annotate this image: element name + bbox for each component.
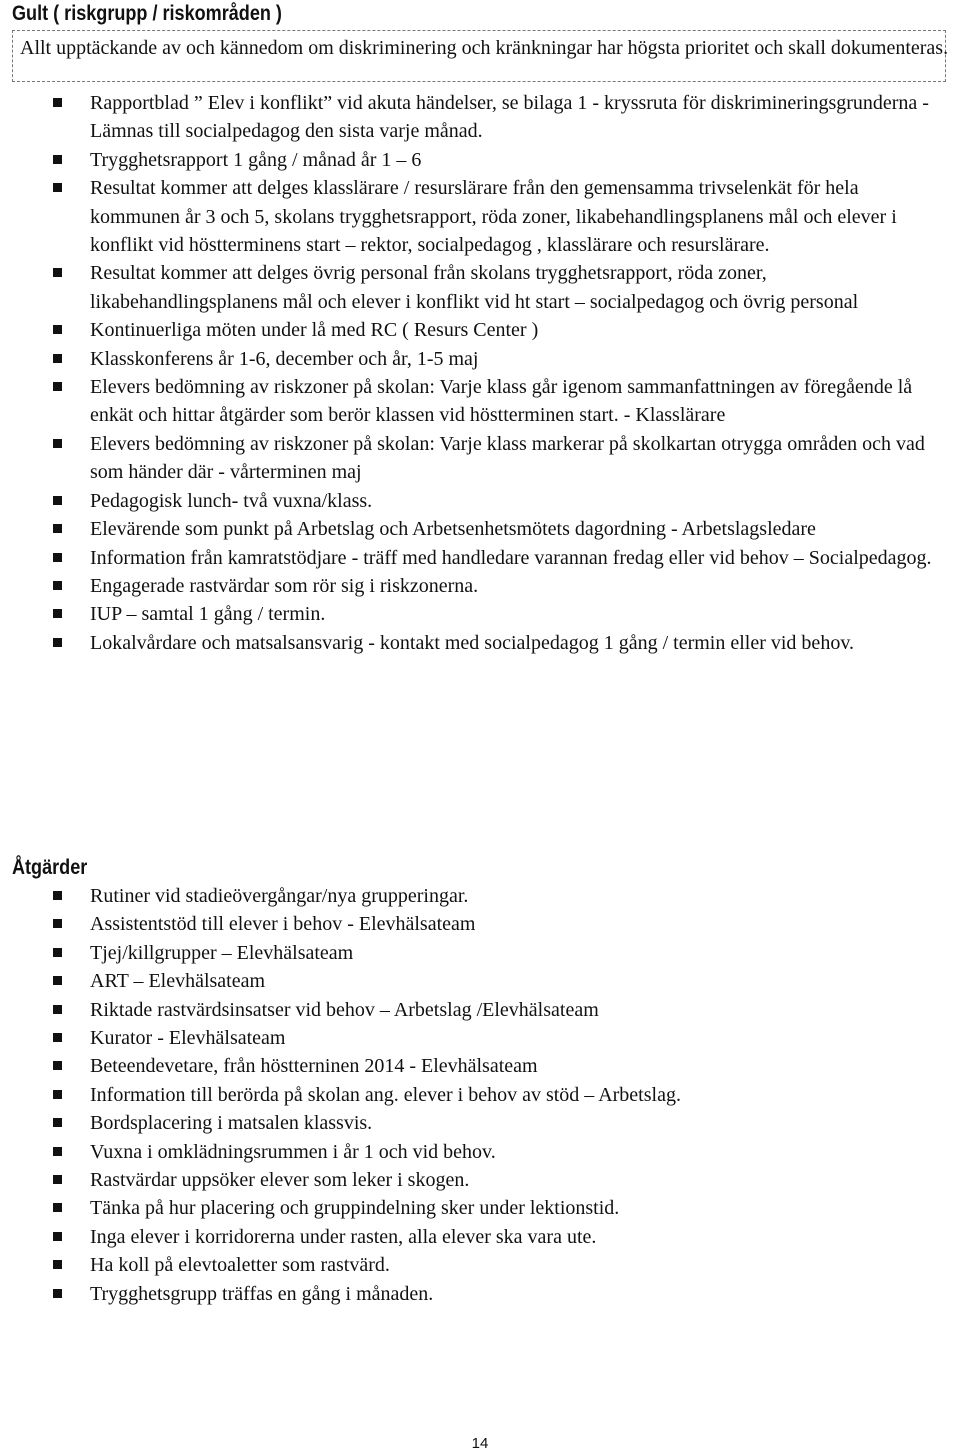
square-bullet-icon (53, 1147, 62, 1156)
list-item (0, 146, 960, 174)
square-bullet-icon (53, 976, 62, 985)
list-item-text: ART – Elevhälsateam (90, 970, 266, 993)
square-bullet-icon (53, 1289, 62, 1298)
list-item (0, 89, 960, 146)
list-item (0, 544, 960, 572)
list-item-text: Rastvärdar uppsöker elever som leker i skogen. (90, 1169, 470, 1192)
list-item (0, 967, 960, 995)
square-bullet-icon (53, 155, 62, 164)
list-item-text: Trygghetsrapport 1 gång / månad år 1 – 6 (90, 148, 422, 171)
list-item-text: Information från kamratstödjare - träff med handledare varannan fredag eller vid behov – Socialpedagog. (90, 546, 932, 569)
square-bullet-icon (53, 948, 62, 957)
list-item (0, 882, 960, 910)
list-item-text: Lokalvårdare och matsalsansvarig - kontakt med socialpedagog 1 gång / termin eller vid behov. (90, 631, 855, 654)
list-item (0, 1251, 960, 1279)
square-bullet-icon (53, 609, 62, 618)
square-bullet-icon (53, 439, 62, 448)
square-bullet-icon (53, 891, 62, 900)
list-item (0, 996, 960, 1024)
square-bullet-icon (53, 1260, 62, 1269)
list-item-text: Elevers bedömning av riskzoner på skolan: Varje klass går igenom sammanfattningen av föregående lå enkät och hittar åtgärder som berör klassen vid höstterminen start. - Klasslärare (90, 376, 913, 427)
list-item-text: Beteendevetare, från höstterninen 2014 - Elevhälsateam (90, 1055, 538, 1078)
square-bullet-icon (53, 1033, 62, 1042)
square-bullet-icon (53, 354, 62, 363)
square-bullet-icon (53, 553, 62, 562)
list-item-text: Rapportblad ” Elev i konflikt” vid akuta händelser, se bilaga 1 - kryssruta för diskrimineringsgrunderna - Lämnas till socialpedagog den sista varje månad. (90, 92, 929, 143)
list-item (0, 1194, 960, 1222)
list-item-text: Vuxna i omklädningsrummen i år 1 och vid behov. (90, 1140, 496, 1163)
list-item (0, 1024, 960, 1052)
square-bullet-icon (53, 1005, 62, 1014)
list-item-text: Rutiner vid stadieövergångar/nya grupperingar. (90, 885, 469, 907)
square-bullet-icon (53, 1090, 62, 1099)
square-bullet-icon (53, 1203, 62, 1212)
list-item-text: Resultat kommer att delges klasslärare / resurslärare från den gemensamma trivselenkät för hela kommunen år 3 och 5, skolans trygghetsrapport, röda zoner, likabehandlingsplanens mål och elever i konflikt vid höstterminens start – rektor, socialpedagog , klasslärare och resurslärare. (90, 177, 897, 257)
list-item-text: Kontinuerliga möten under lå med RC ( Resurs Center ) (90, 319, 539, 342)
list-item (0, 600, 960, 628)
atgarder-bullet-list (0, 882, 960, 1308)
section-heading-gult: Gult ( riskgrupp / riskområden ) (12, 2, 282, 25)
list-item-text: Tjej/killgrupper – Elevhälsateam (90, 941, 354, 964)
list-item-text: Elevers bedömning av riskzoner på skolan: Varje klass markerar på skolkartan otrygga områden och vad som händer där - vårterminen maj (90, 432, 925, 484)
list-item-text: Trygghetsgrupp träffas en gång i månaden. (90, 1282, 434, 1305)
list-item-text: Resultat kommer att delges övrig personal från skolans trygghetsrapport, röda zoner, likabehandlingsplanens mål och elever i konflikt vid ht start – socialpedagog och övrig personal (90, 262, 859, 313)
list-item-text: IUP – samtal 1 gång / termin. (90, 603, 326, 626)
list-item (0, 1223, 960, 1251)
square-bullet-icon (53, 1061, 62, 1070)
list-item (0, 515, 960, 543)
intro-text: Allt upptäckande av och kännedom om diskriminering och kränkningar har högsta prioritet och skall dokumenteras. (20, 37, 949, 59)
list-item-text: Kurator - Elevhälsateam (90, 1027, 286, 1050)
square-bullet-icon (53, 1232, 62, 1241)
list-item (0, 1166, 960, 1194)
square-bullet-icon (53, 581, 62, 590)
list-item-text: Pedagogisk lunch- två vuxna/klass. (90, 489, 373, 512)
list-item (0, 1138, 960, 1166)
list-item-text: Inga elever i korridorerna under rasten, alla elever ska vara ute. (90, 1225, 597, 1248)
list-item (0, 939, 960, 967)
list-item-text: Engagerade rastvärdar som rör sig i riskzonerna. (90, 574, 479, 597)
list-item (0, 1081, 960, 1109)
list-item (0, 345, 960, 373)
list-item-text: Information till berörda på skolan ang. elever i behov av stöd – Arbetslag. (90, 1083, 681, 1106)
list-item-text: Ha koll på elevtoaletter som rastvärd. (90, 1254, 390, 1277)
list-item (0, 174, 960, 259)
square-bullet-icon (53, 1118, 62, 1127)
list-item-text: Elevärende som punkt på Arbetslag och Arbetsenhetsmötets dagordning - Arbetslagsledare (90, 518, 816, 541)
square-bullet-icon (53, 524, 62, 533)
list-item-text: Assistentstöd till elever i behov - Elevhälsateam (90, 913, 476, 936)
list-item (0, 572, 960, 600)
square-bullet-icon (53, 98, 62, 107)
square-bullet-icon (53, 919, 62, 928)
list-item (0, 1109, 960, 1137)
square-bullet-icon (53, 638, 62, 647)
list-item (0, 259, 960, 316)
list-item-text: Tänka på hur placering och gruppindelning sker under lektionstid. (90, 1197, 620, 1220)
section-heading-atgarder: Åtgärder (12, 856, 88, 879)
square-bullet-icon (53, 268, 62, 277)
list-item (0, 430, 960, 487)
list-item-text: Riktade rastvärdsinsatser vid behov – Arbetslag /Elevhälsateam (90, 998, 599, 1021)
list-item-text: Bordsplacering i matsalen klassvis. (90, 1112, 373, 1135)
list-item (0, 1052, 960, 1080)
square-bullet-icon (53, 496, 62, 505)
list-item (0, 316, 960, 344)
list-item (0, 1280, 960, 1308)
square-bullet-icon (53, 325, 62, 334)
gult-bullet-list (0, 89, 960, 657)
list-item (0, 910, 960, 938)
list-item-text: Klasskonferens år 1-6, december och år, 1-5 maj (90, 347, 479, 370)
square-bullet-icon (53, 183, 62, 192)
list-item (0, 629, 960, 657)
list-item (0, 487, 960, 515)
square-bullet-icon (53, 382, 62, 391)
page-number: 14 (471, 1435, 489, 1452)
square-bullet-icon (53, 1175, 62, 1184)
list-item (0, 373, 960, 430)
